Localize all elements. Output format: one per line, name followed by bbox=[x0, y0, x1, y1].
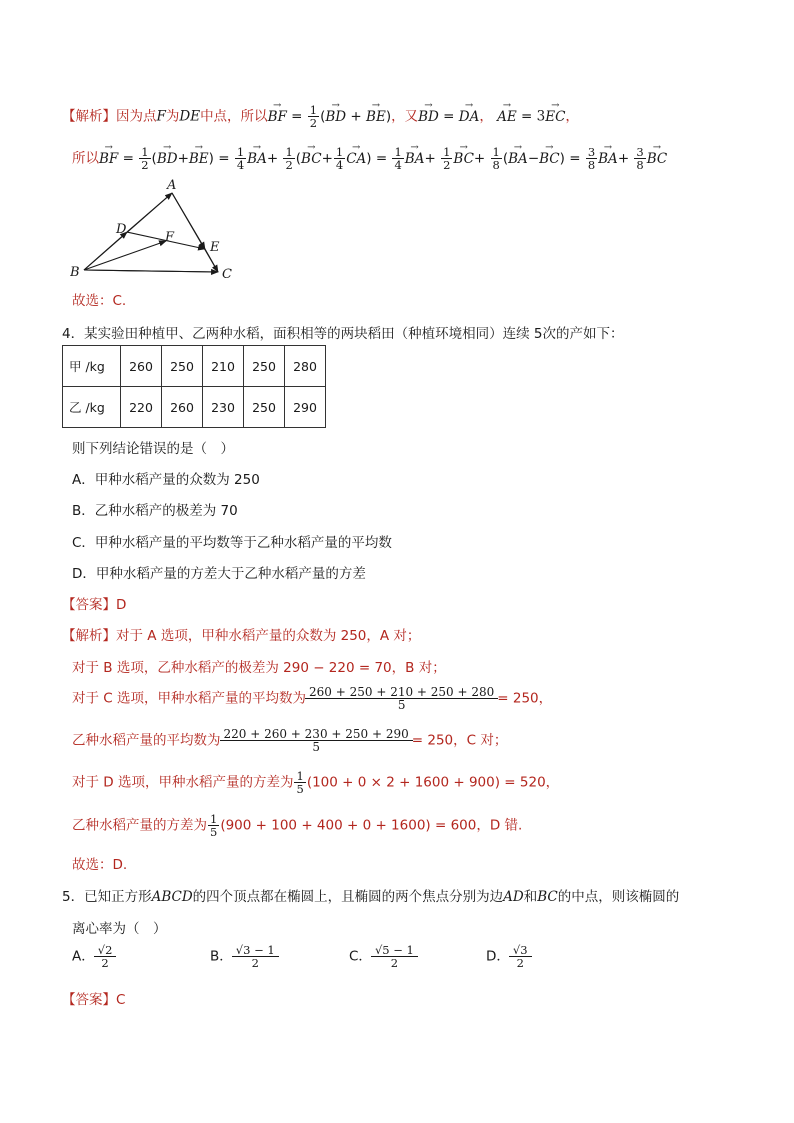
num: √3 bbox=[512, 943, 528, 957]
cell: 230 bbox=[203, 387, 244, 428]
den: 2 bbox=[509, 956, 532, 969]
text: 的中点，则该椭圆的 bbox=[557, 889, 680, 905]
vector: → CA bbox=[346, 151, 366, 167]
fraction bbox=[235, 146, 246, 171]
den: 5 bbox=[296, 782, 304, 796]
den: 4 bbox=[335, 158, 344, 172]
op: + bbox=[473, 150, 486, 167]
vector: → BA bbox=[598, 151, 618, 167]
cell: 260 bbox=[162, 387, 203, 428]
num: √2 bbox=[97, 943, 113, 957]
num: 1 bbox=[394, 145, 402, 159]
q5-stem-2: 离心率为（ ） bbox=[72, 921, 167, 937]
math: F bbox=[156, 108, 166, 125]
den: 8 bbox=[492, 158, 500, 172]
text: 5．已知正方形 bbox=[62, 889, 152, 905]
op: + bbox=[350, 108, 362, 125]
arrow-bf bbox=[84, 241, 166, 270]
text: (100 + 0 × 2 + 1600 + 900) = 520， bbox=[306, 774, 560, 791]
vector: → DA bbox=[459, 109, 480, 125]
text: = 250，C 对； bbox=[411, 732, 508, 749]
vector: → BC bbox=[539, 151, 560, 167]
fraction bbox=[283, 146, 294, 171]
text: 所以 bbox=[72, 150, 99, 167]
op: = bbox=[122, 150, 134, 167]
vector: → BD bbox=[157, 151, 178, 167]
den: 2 bbox=[443, 158, 451, 172]
q4-analysis-2: 对于 B 选项，乙种水稻产的极差为 290 − 220 = 70，B 对； bbox=[72, 660, 446, 676]
cell: 250 bbox=[244, 387, 285, 428]
op: = bbox=[375, 150, 388, 167]
q4-analysis-4 bbox=[72, 728, 507, 753]
den: 5 bbox=[210, 825, 218, 839]
fraction bbox=[491, 146, 502, 171]
q5-answer-line bbox=[62, 988, 125, 1008]
vector: → BC bbox=[301, 151, 322, 167]
num: 1 bbox=[296, 769, 304, 783]
vector: → BA bbox=[247, 151, 267, 167]
fraction bbox=[294, 770, 305, 795]
q4-option-d: D．甲种水稻产量的方差大于乙种水稻产量的方差 bbox=[72, 566, 366, 582]
q4-final: 故选：D. bbox=[72, 857, 128, 873]
q4-answer-line bbox=[62, 593, 126, 613]
yield-table bbox=[62, 345, 326, 428]
vector: → BD bbox=[325, 109, 346, 125]
analysis-tag: 【解析】 bbox=[62, 108, 116, 125]
num: √3 − 1 bbox=[235, 943, 275, 957]
cell: 280 bbox=[285, 346, 326, 387]
analysis-tag: 【解析】 bbox=[62, 628, 116, 644]
cell: 220 bbox=[121, 387, 162, 428]
q4-analysis-1 bbox=[62, 624, 420, 644]
text: 的四个顶点都在椭圆上，且椭圆的两个焦点分别为边 bbox=[192, 889, 504, 905]
den: 4 bbox=[394, 158, 402, 172]
text: ，又 bbox=[391, 108, 419, 125]
fraction bbox=[307, 686, 496, 711]
op: = bbox=[521, 108, 533, 125]
cell: 250 bbox=[244, 346, 285, 387]
text: 中点，所以 bbox=[200, 108, 268, 125]
table-row bbox=[63, 346, 326, 387]
text: ， bbox=[479, 108, 493, 125]
text: C． bbox=[349, 948, 372, 965]
q4-prompt: 则下列结论错误的是（ ） bbox=[72, 441, 234, 457]
fraction bbox=[441, 146, 452, 171]
text: = 250， bbox=[497, 690, 553, 707]
op: = bbox=[291, 108, 303, 125]
q5-option-b bbox=[210, 944, 278, 969]
den: 2 bbox=[285, 158, 293, 172]
fraction bbox=[511, 944, 530, 969]
vector: → BF bbox=[99, 151, 118, 167]
op: + bbox=[321, 150, 333, 167]
num: 3 bbox=[536, 108, 546, 125]
fraction bbox=[634, 146, 645, 171]
q5-option-a bbox=[72, 944, 115, 969]
q3-analysis-line1: 【解析】因为点F为DE中点，所以→ BF = $\frac{1}{2}$ (→ BD + → BE)，又→ BD = → DA， → AE = 3→ EC， bbox=[62, 104, 579, 129]
text: 对于 D 选项，甲种水稻产量的方差为 bbox=[72, 774, 294, 791]
num: 220 + 260 + 230 + 250 + 290 bbox=[223, 727, 409, 741]
text: (900 + 100 + 400 + 0 + 1600) = 600，D 错. bbox=[220, 817, 523, 834]
text: 乙种水稻产量的平均数为 bbox=[72, 732, 221, 749]
arrow-bc bbox=[84, 270, 218, 272]
den: 5 bbox=[220, 740, 413, 753]
answer-tag: 【答案】 bbox=[62, 597, 116, 613]
label-f: F bbox=[165, 230, 175, 245]
num: 3 bbox=[636, 145, 644, 159]
op: + bbox=[617, 150, 630, 167]
num: 1 bbox=[335, 145, 344, 159]
q5-option-d bbox=[486, 944, 531, 969]
arrow-da bbox=[127, 193, 172, 232]
den: 8 bbox=[636, 158, 644, 172]
vector: → BC bbox=[453, 151, 474, 167]
fraction bbox=[334, 146, 345, 171]
q4-analysis-5 bbox=[72, 770, 559, 795]
label-c: C bbox=[222, 267, 232, 282]
fraction bbox=[96, 944, 115, 969]
num: 1 bbox=[492, 145, 500, 159]
label-b: B bbox=[70, 265, 80, 280]
math: AD bbox=[503, 889, 524, 905]
vector: → BF bbox=[268, 109, 287, 125]
label-a: A bbox=[167, 178, 177, 193]
triangle-figure bbox=[70, 175, 250, 289]
q3-analysis-line2: 所以→ BF = $\frac{1}{2}$ (→ BD+→ BE) = $\frac{1}{4}$ → BA+ $\frac{1}{2}$ (→ BC+ $\frac{1}{4}$ → CA) = $\frac{1}{4}$ → BA+ $\frac{1}{2}$ → BC+ $\frac{1}{8}$ (→ BA−→ BC) = $\frac{3}{8}$ → BA+ $\frac{3}{8}$ → BC bbox=[72, 146, 667, 171]
vector: → EC bbox=[545, 109, 565, 125]
op: + bbox=[424, 150, 436, 167]
text: ， bbox=[565, 108, 579, 125]
num: 1 bbox=[236, 145, 245, 159]
math: BC bbox=[537, 889, 558, 905]
op: = bbox=[218, 150, 230, 167]
fraction bbox=[308, 104, 319, 129]
label-d: D bbox=[116, 222, 127, 237]
vector: → BE bbox=[366, 109, 386, 125]
text: 乙种水稻产量的方差为 bbox=[72, 817, 207, 834]
q5-stem-1 bbox=[62, 885, 679, 905]
triangle-diagram bbox=[70, 175, 250, 285]
num: 260 + 250 + 210 + 250 + 280 bbox=[309, 685, 495, 699]
cell: 290 bbox=[285, 387, 326, 428]
den: 8 bbox=[587, 158, 596, 172]
op: − bbox=[527, 150, 540, 167]
answer-value: C bbox=[116, 992, 126, 1008]
text: 和 bbox=[523, 889, 538, 905]
den: 2 bbox=[309, 116, 318, 130]
row-label: 甲 /kg bbox=[63, 346, 121, 387]
q5-option-c bbox=[349, 944, 417, 969]
fraction bbox=[222, 728, 411, 753]
math: DE bbox=[179, 108, 201, 125]
fraction bbox=[139, 146, 150, 171]
den: 2 bbox=[141, 158, 149, 172]
q4-analysis-3 bbox=[72, 686, 552, 711]
q4-analysis-6 bbox=[72, 813, 522, 838]
answer-value: D bbox=[116, 597, 127, 613]
text: 对于 C 选项，甲种水稻产量的平均数为 bbox=[72, 690, 307, 707]
fraction bbox=[392, 146, 403, 171]
table-row bbox=[63, 387, 326, 428]
q3-answer: 故选：C. bbox=[72, 293, 127, 309]
q4-stem: 4．某实验田种植甲、乙两种水稻，面积相等的两块稻田（种植环境相同）连续 5次的产如下： bbox=[62, 326, 624, 342]
op: = bbox=[443, 108, 455, 125]
text: 因为点 bbox=[116, 108, 157, 125]
fraction bbox=[234, 944, 277, 969]
cell: 260 bbox=[121, 346, 162, 387]
vector: → BA bbox=[405, 151, 425, 167]
num: 1 bbox=[309, 103, 318, 117]
text: D． bbox=[486, 948, 510, 965]
vector: → BD bbox=[418, 109, 439, 125]
fraction bbox=[586, 146, 597, 171]
vector: → AE bbox=[497, 109, 517, 125]
den: 4 bbox=[236, 158, 245, 172]
num: 1 bbox=[443, 145, 451, 159]
op: + bbox=[266, 150, 279, 167]
answer-tag: 【答案】 bbox=[62, 992, 116, 1008]
num: 3 bbox=[587, 145, 596, 159]
den: 2 bbox=[371, 956, 418, 969]
op: = bbox=[569, 150, 581, 167]
vector: → BC bbox=[647, 151, 668, 167]
cell: 250 bbox=[162, 346, 203, 387]
num: √5 − 1 bbox=[374, 943, 414, 957]
num: 1 bbox=[210, 812, 218, 826]
math: ABCD bbox=[151, 889, 193, 905]
text: 对于 A 选项，甲种水稻产量的众数为 250，A 对； bbox=[116, 628, 421, 644]
text: A． bbox=[72, 948, 95, 965]
fraction bbox=[208, 813, 219, 838]
num: 1 bbox=[285, 145, 293, 159]
text: 为 bbox=[165, 108, 180, 125]
q4-option-a: A．甲种水稻产量的众数为 250 bbox=[72, 472, 260, 488]
row-label: 乙 /kg bbox=[63, 387, 121, 428]
text: B． bbox=[210, 948, 233, 965]
q4-option-b: B．乙种水稻产的极差为 70 bbox=[72, 503, 238, 519]
fraction bbox=[373, 944, 416, 969]
den: 2 bbox=[232, 956, 279, 969]
op: + bbox=[177, 150, 189, 167]
vector: → BA bbox=[508, 151, 528, 167]
den: 2 bbox=[94, 956, 117, 969]
arrow-ae bbox=[172, 193, 205, 249]
vector: → BE bbox=[189, 151, 209, 167]
label-e: E bbox=[210, 240, 220, 255]
num: 1 bbox=[141, 145, 149, 159]
cell: 210 bbox=[203, 346, 244, 387]
den: 5 bbox=[305, 698, 498, 711]
q4-option-c: C．甲种水稻产量的平均数等于乙种水稻产量的平均数 bbox=[72, 535, 392, 551]
arrow-bd bbox=[84, 232, 127, 270]
